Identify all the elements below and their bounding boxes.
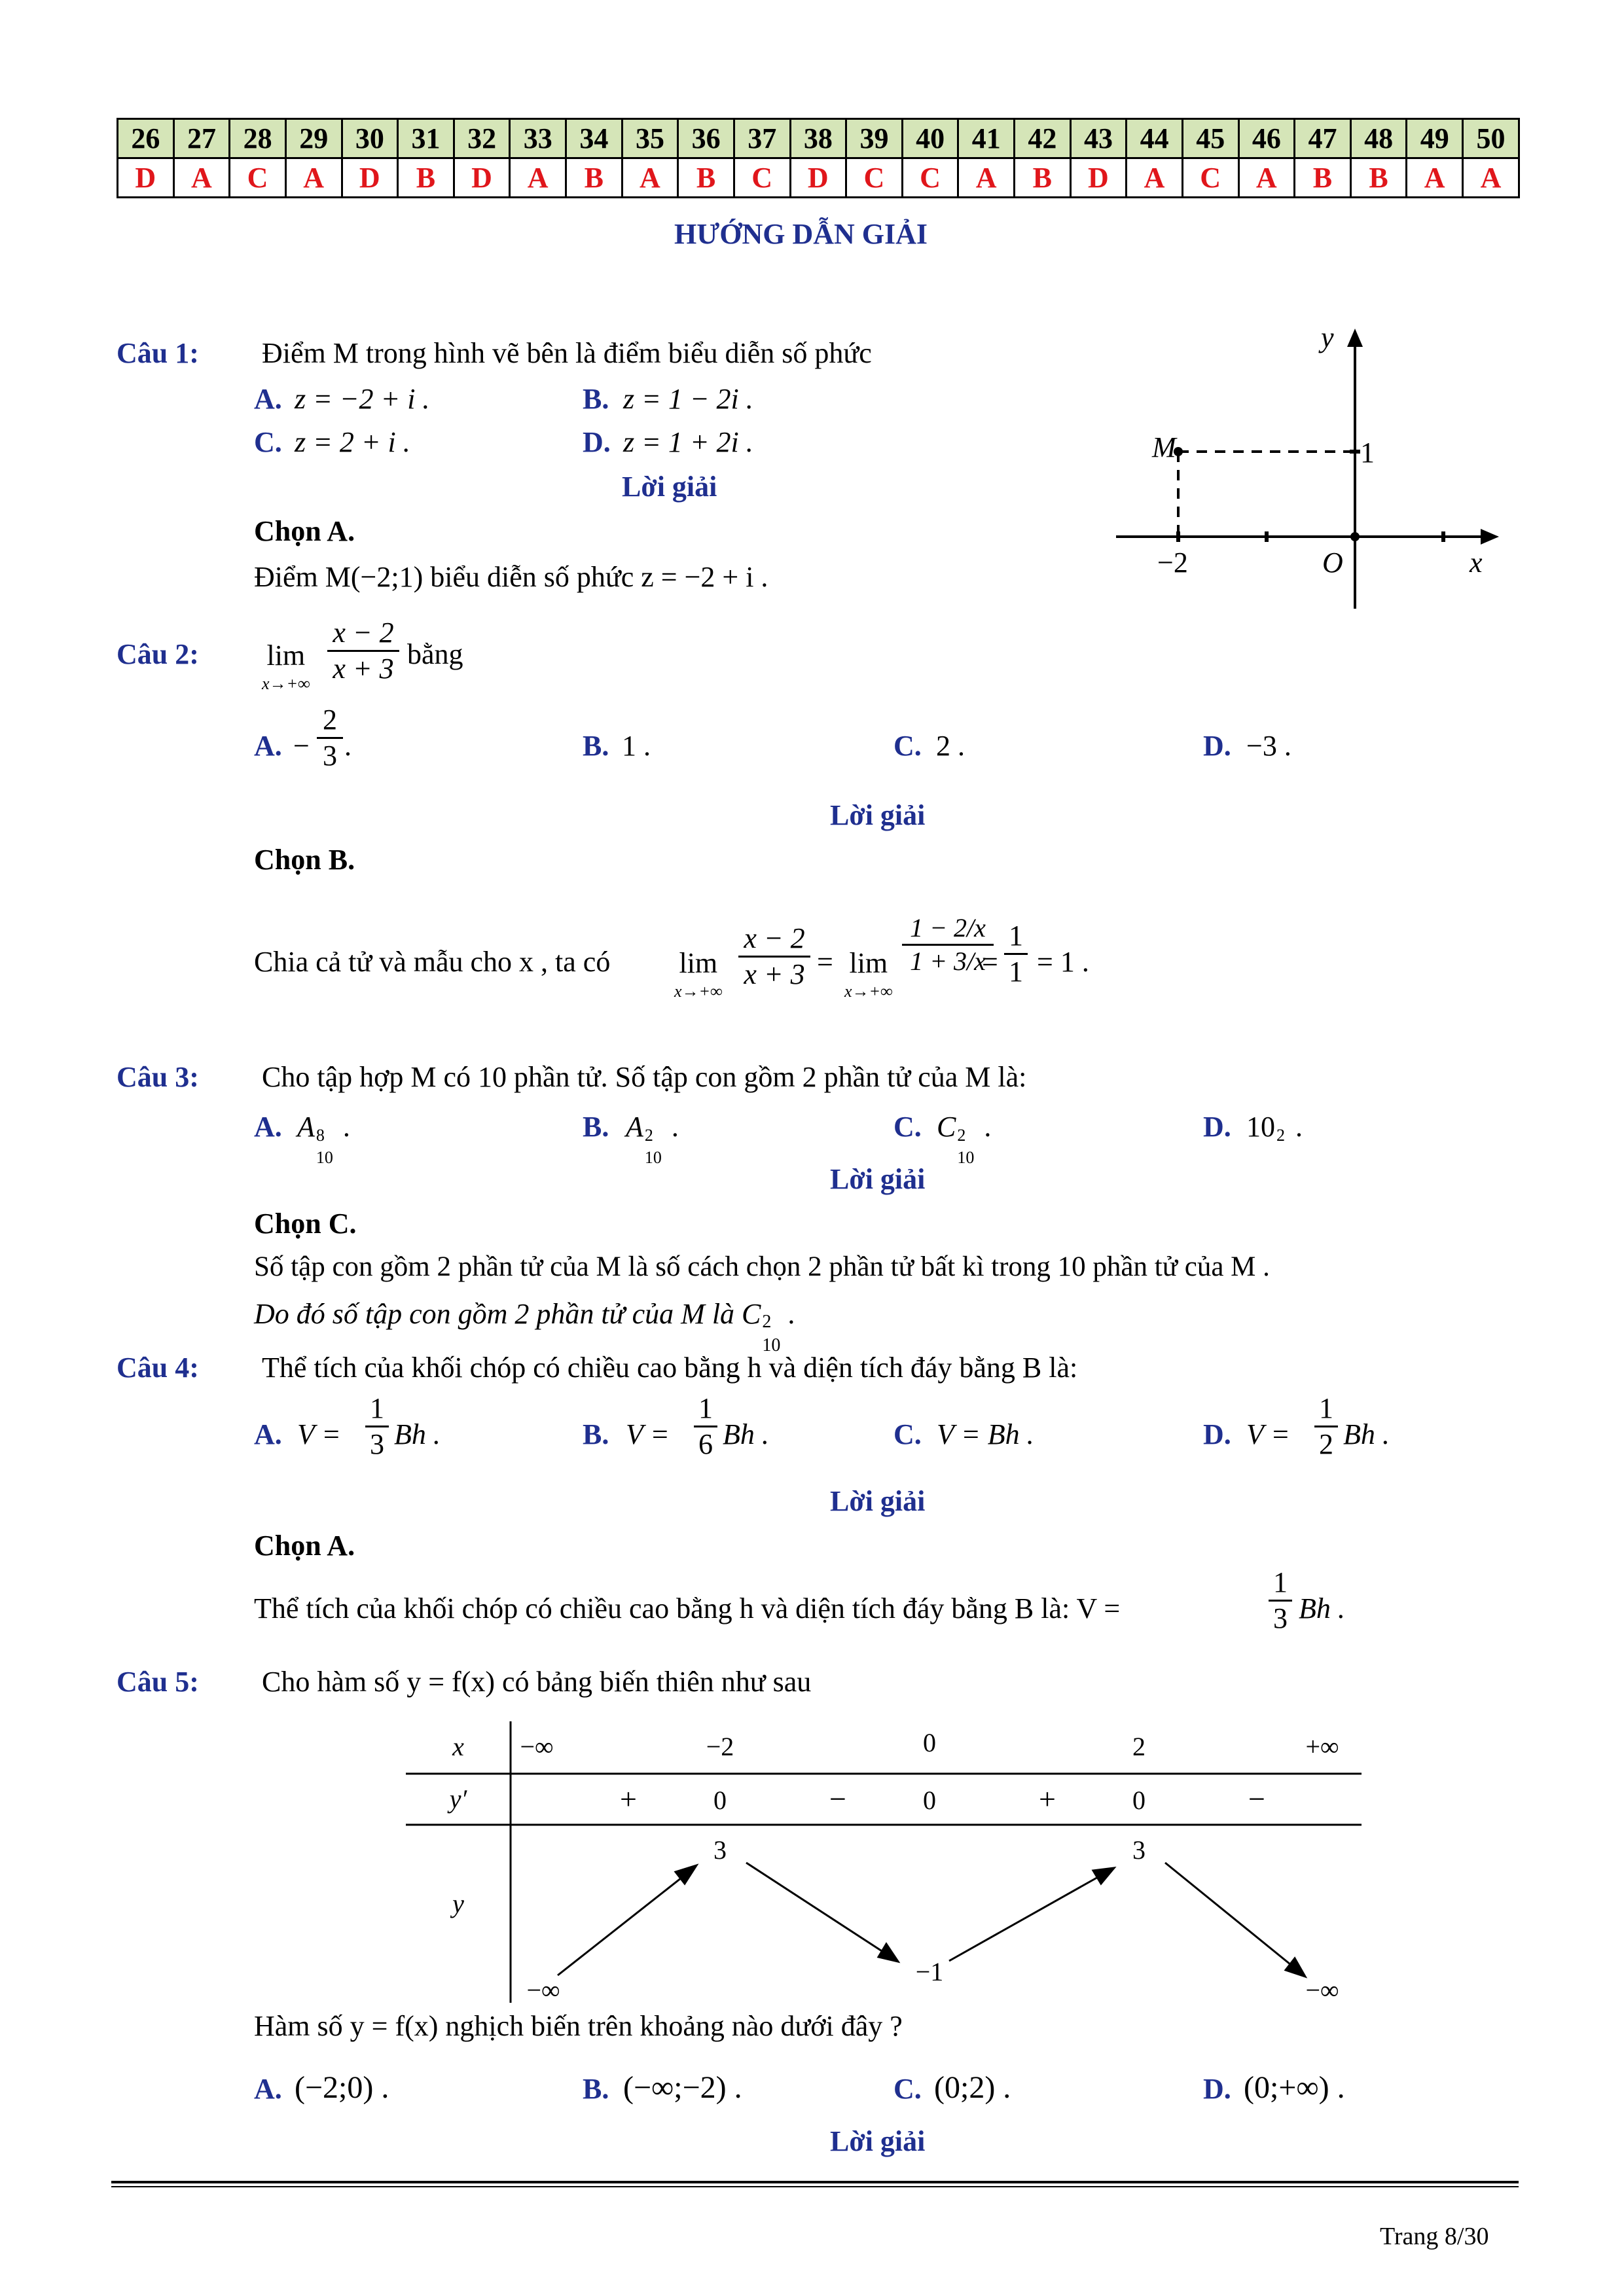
answer-key-number: 29 (285, 119, 342, 158)
q5-option-a-text: (−2;0) . (295, 2070, 389, 2105)
q5-solution-label: Lời giải (830, 2125, 926, 2157)
answer-key-answer: C (1182, 158, 1238, 198)
answer-key-number: 39 (846, 119, 903, 158)
answer-key-answer: A (285, 158, 342, 198)
answer-key-number: 35 (622, 119, 678, 158)
answer-key-number: 30 (342, 119, 398, 158)
q1-option-b-text: z = 1 − 2i . (623, 383, 753, 415)
answer-key-answer: D (118, 158, 174, 198)
vt-y-4: −∞ (1305, 1975, 1339, 2005)
q3-label: Câu 3: (117, 1061, 199, 1093)
vt-x-3: 2 (1132, 1732, 1146, 1761)
vt-y-2: −1 (915, 1957, 944, 1986)
q4-option-b-key: B. (583, 1418, 609, 1450)
q2-expl-limit-1: lim x→+∞ (674, 947, 723, 1001)
q5-label: Câu 5: (117, 1666, 199, 1698)
q2-expl-fraction-3: 1 1 (1004, 922, 1028, 986)
q2-expl-limit-2: lim x→+∞ (844, 947, 893, 1001)
q2-suffix: bằng (407, 638, 463, 670)
graph-point-m-label: M (1152, 431, 1176, 463)
vt-yp-4: + (1039, 1782, 1056, 1816)
vt-x-2: 0 (923, 1728, 936, 1757)
q2-option-b-text: 1 . (622, 730, 651, 762)
q2-expl-fraction-1: x − 2 x + 3 (738, 924, 810, 989)
answer-key-answer: B (1295, 158, 1351, 198)
answer-key-answer: C (734, 158, 790, 198)
q2-option-a-fraction: 2 3 (317, 706, 343, 770)
answer-key-answer: B (1015, 158, 1071, 198)
q1-complex-plane-graph (1106, 321, 1512, 615)
answer-key-answer: A (958, 158, 1015, 198)
q3-question: Cho tập hợp M có 10 phần tử. Số tập con gồm 2 phần tử của M là: (262, 1061, 1027, 1093)
q5-question: Cho hàm số y = f(x) có bảng biến thiên như sau (262, 1666, 812, 1698)
q4-option-d-key: D. (1203, 1418, 1231, 1450)
q3-explanation-line1: Số tập con gồm 2 phần tử của M là số cách chọn 2 phần tử bất kì trong 10 phần tử của M . (254, 1251, 1270, 1282)
q2-option-d-key: D. (1203, 730, 1231, 762)
q4-explanation-post: Bh . (1299, 1592, 1345, 1624)
answer-key-number: 36 (678, 119, 734, 158)
q4-option-a-fraction: 1 3 (365, 1394, 389, 1459)
answer-key-number: 37 (734, 119, 790, 158)
q5-option-d-key: D. (1203, 2073, 1231, 2105)
answer-key-number: 44 (1127, 119, 1183, 158)
q2-limit: lim x→+∞ (262, 639, 310, 693)
vt-y-0: −∞ (526, 1975, 560, 2005)
q1-label: Câu 1: (117, 337, 199, 369)
q4-explanation: Thể tích của khối chóp có chiều cao bằng h và diện tích đáy bằng B là: V = (254, 1592, 1121, 1624)
q1-explanation: Điểm M(−2;1) biểu diễn số phức z = −2 + i . (254, 561, 768, 593)
answer-key-number: 28 (230, 119, 286, 158)
q2-expl-fraction-2: 1 − 2/x 1 + 3/x (902, 915, 994, 975)
vt-yp-6: − (1248, 1782, 1265, 1816)
q3-explanation-line2: Do đó số tập con gồm 2 phần tử của M là C 2 10 . (254, 1298, 795, 1355)
q5-option-b-key: B. (583, 2073, 609, 2105)
q4-option-b-post: Bh . (723, 1418, 769, 1450)
page-number: Trang 8/30 (1380, 2223, 1489, 2250)
answer-key-number: 31 (398, 119, 454, 158)
vt-yp-0: + (620, 1782, 637, 1816)
q2-option-b-key: B. (583, 730, 609, 762)
graph-y-label: y (1321, 321, 1334, 353)
answer-key-number: 42 (1015, 119, 1071, 158)
q4-option-b-pre: V = (626, 1418, 670, 1450)
answer-key-number: 32 (454, 119, 510, 158)
answer-key-answer: D (342, 158, 398, 198)
vt-yp-1: 0 (713, 1785, 727, 1815)
q3-option-b-text: A 2 10 . (626, 1111, 679, 1167)
answer-key-number: 38 (790, 119, 846, 158)
q2-explanation-end: = 1 . (1037, 946, 1089, 978)
q2-choose: Chọn B. (254, 844, 355, 876)
vt-yp-3: 0 (923, 1785, 936, 1815)
q4-option-d-post: Bh . (1343, 1418, 1390, 1450)
q5-option-c-key: C. (893, 2073, 922, 2105)
q1-question: Điểm M trong hình vẽ bên là điểm biểu diễn số phức (262, 337, 872, 369)
answer-key-number: 34 (566, 119, 623, 158)
q5-variation-table (406, 1721, 1362, 2016)
graph-minus-two-label: −2 (1157, 547, 1188, 579)
vt-yp-2: − (829, 1782, 846, 1816)
answer-key-answer: A (1127, 158, 1183, 198)
q1-choose: Chọn A. (254, 515, 355, 547)
q3-choose: Chọn C. (254, 1208, 357, 1240)
vt-y-label: y (452, 1889, 464, 1918)
q4-option-a-post: Bh . (394, 1418, 441, 1450)
answer-key-answer: C (846, 158, 903, 198)
answer-key-number: 27 (173, 119, 230, 158)
q1-option-d-key: D. (583, 426, 611, 458)
q3-option-c-key: C. (893, 1111, 922, 1143)
answer-key-number: 48 (1350, 119, 1407, 158)
q5-sub-question: Hàm số y = f(x) nghịch biến trên khoảng nào dưới đây ? (254, 2010, 903, 2042)
graph-origin-label: O (1322, 547, 1343, 579)
q3-option-d-text: 10 2 . (1246, 1111, 1303, 1145)
q2-fraction: x − 2 x + 3 (327, 619, 399, 683)
q3-solution-label: Lời giải (830, 1163, 926, 1195)
q1-option-c-key: C. (254, 426, 282, 458)
answer-key-answer: A (622, 158, 678, 198)
q4-option-a-pre: V = (297, 1418, 341, 1450)
q4-option-c-pre: V = Bh . (937, 1418, 1034, 1450)
answer-key-answer: B (566, 158, 623, 198)
q5-option-b-text: (−∞;−2) . (623, 2070, 742, 2105)
answer-key-answer: D (1070, 158, 1127, 198)
q4-option-a-key: A. (254, 1418, 282, 1450)
vt-y-1: 3 (713, 1835, 727, 1865)
answer-key-number: 49 (1407, 119, 1463, 158)
q3-option-c-text: C 2 10 . (937, 1111, 992, 1167)
q2-option-d-text: −3 . (1246, 730, 1291, 762)
q1-option-b-key: B. (583, 383, 609, 415)
answer-key-number: 26 (118, 119, 174, 158)
q2-option-a-key: A. (254, 730, 282, 762)
answer-key-answers-row (118, 158, 1519, 198)
q2-solution-label: Lời giải (830, 799, 926, 831)
answer-key-number: 43 (1070, 119, 1127, 158)
q4-choose: Chọn A. (254, 1530, 355, 1562)
q3-option-d-key: D. (1203, 1111, 1231, 1143)
section-heading: HƯỚNG DẪN GIẢI (674, 218, 928, 250)
answer-key-number: 47 (1295, 119, 1351, 158)
vt-yp-5: 0 (1132, 1785, 1146, 1815)
vt-x-1: −2 (706, 1732, 734, 1761)
q4-label: Câu 4: (117, 1352, 199, 1384)
q3-option-b-key: B. (583, 1111, 609, 1143)
answer-key-table (117, 118, 1520, 198)
answer-key-number: 50 (1463, 119, 1519, 158)
q4-option-c-key: C. (893, 1418, 922, 1450)
graph-x-label: x (1470, 547, 1483, 579)
q2-label: Câu 2: (117, 638, 199, 670)
q2-option-c-text: 2 . (936, 730, 965, 762)
answer-key-answer: B (398, 158, 454, 198)
q3-option-a-key: A. (254, 1111, 282, 1143)
q5-option-d-text: (0;+∞) . (1244, 2070, 1345, 2105)
q4-question: Thể tích của khối chóp có chiều cao bằng h và diện tích đáy bằng B là: (262, 1352, 1078, 1384)
q2-option-a-minus: − (293, 730, 310, 762)
vt-yp-label: y′ (449, 1784, 467, 1814)
answer-key-answer: A (1238, 158, 1295, 198)
answer-key-answer: D (790, 158, 846, 198)
vt-x-4: +∞ (1305, 1732, 1339, 1761)
answer-key-answer: A (173, 158, 230, 198)
q5-option-c-text: (0;2) . (934, 2070, 1011, 2105)
vt-y-3: 3 (1132, 1835, 1146, 1865)
q2-explanation-prefix: Chia cả tử và mẫu cho x , ta có (254, 946, 611, 978)
graph-one-label: 1 (1360, 437, 1375, 469)
vt-x-0: −∞ (520, 1732, 554, 1761)
q1-option-a-key: A. (254, 383, 282, 415)
answer-key-numbers-row (118, 119, 1519, 158)
q2-option-c-key: C. (893, 730, 922, 762)
answer-key-answer: A (510, 158, 566, 198)
q1-solution-label: Lời giải (622, 471, 717, 503)
answer-key-number: 41 (958, 119, 1015, 158)
footer-divider (111, 2181, 1519, 2183)
vt-x-label: x (452, 1732, 464, 1761)
q4-option-b-fraction: 1 6 (694, 1394, 717, 1459)
answer-key-number: 40 (902, 119, 958, 158)
answer-key-answer: C (230, 158, 286, 198)
q4-option-d-pre: V = (1246, 1418, 1290, 1450)
answer-key-answer: B (1350, 158, 1407, 198)
q1-option-a-text: z = −2 + i . (295, 383, 430, 415)
answer-key-answer: A (1407, 158, 1463, 198)
q4-explanation-fraction: 1 3 (1269, 1568, 1292, 1633)
answer-key-answer: B (678, 158, 734, 198)
q5-option-a-key: A. (254, 2073, 282, 2105)
q4-option-d-fraction: 1 2 (1314, 1394, 1338, 1459)
q4-solution-label: Lời giải (830, 1485, 926, 1517)
answer-key-number: 33 (510, 119, 566, 158)
answer-key-number: 46 (1238, 119, 1295, 158)
q1-option-c-text: z = 2 + i . (295, 426, 410, 458)
answer-key-number: 45 (1182, 119, 1238, 158)
answer-key-answer: C (902, 158, 958, 198)
q1-option-d-text: z = 1 + 2i . (623, 426, 753, 458)
answer-key-answer: A (1463, 158, 1519, 198)
q3-option-a-text: A 8 10 . (297, 1111, 350, 1167)
answer-key-answer: D (454, 158, 510, 198)
